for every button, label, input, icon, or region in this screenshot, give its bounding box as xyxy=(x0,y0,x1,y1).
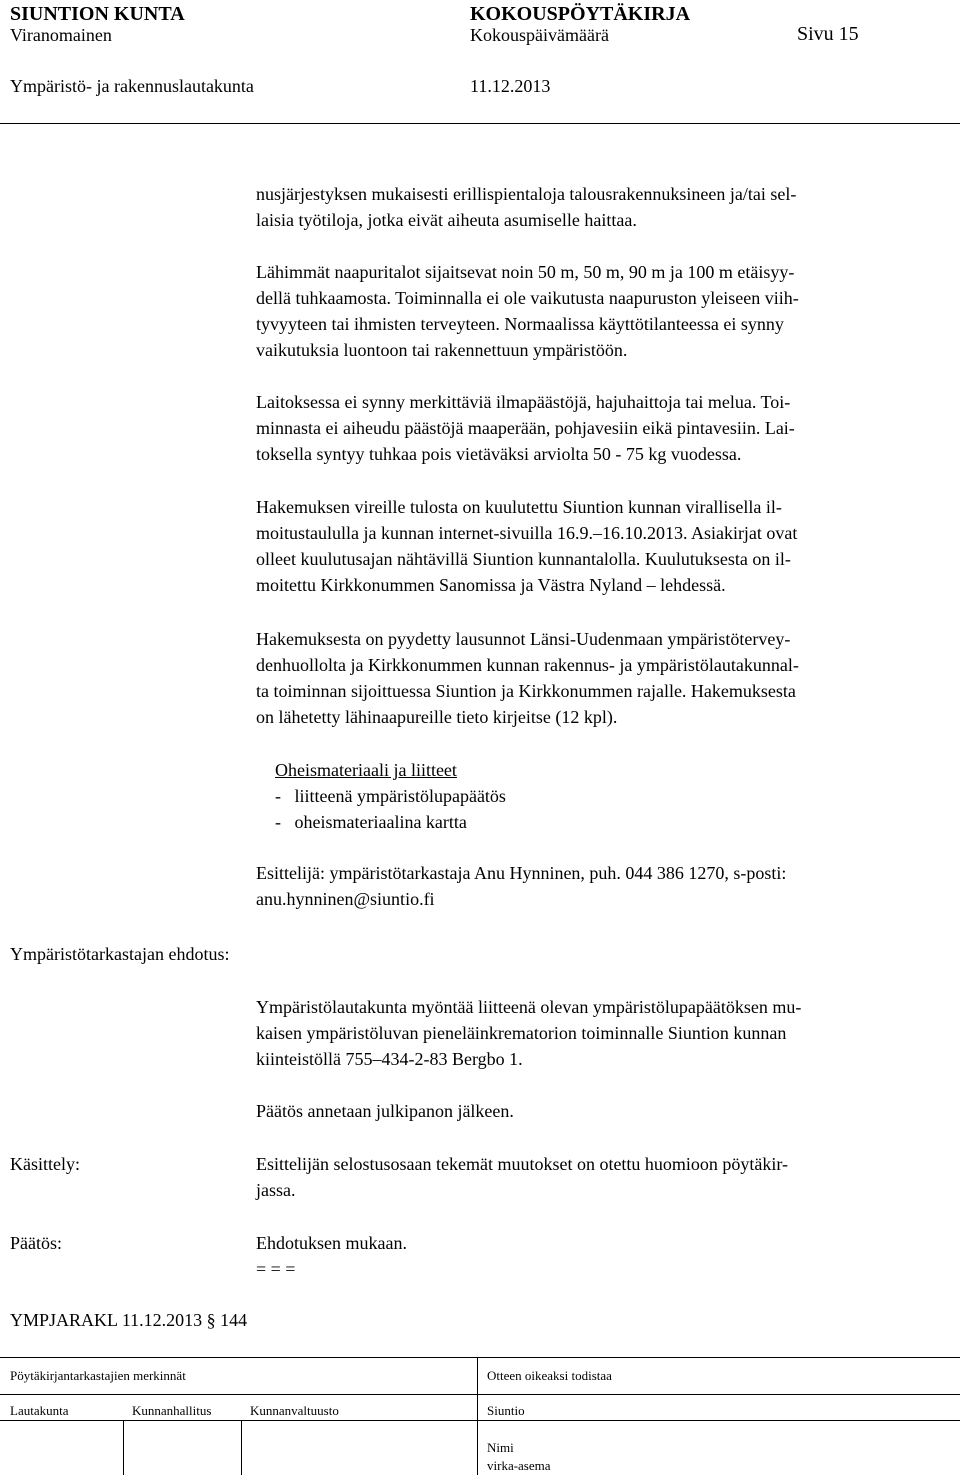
signature-box-divider xyxy=(123,1420,124,1475)
authority-name: Ympäristö- ja rakennuslautakunta xyxy=(10,76,254,96)
attachment-item: - oheismateriaalina kartta xyxy=(275,812,467,832)
paragraph-zoning: nusjärjestyksen mukaisesti erillispientaloja talousrakennuksineen ja/tai sel- laisia työtiloja, jotka eivät aiheuta asumiselle haittaa. xyxy=(256,184,797,230)
checkers-label: Pöytäkirjantarkastajien merkinnät xyxy=(10,1368,186,1383)
page-number: Sivu 15 xyxy=(797,23,859,45)
attachments-heading: Oheismateriaali ja liitteet xyxy=(275,760,457,780)
name-label: Nimi xyxy=(487,1440,514,1455)
decision-label: Päätös: xyxy=(10,1233,62,1253)
title-label: virka-asema xyxy=(487,1458,551,1473)
footer-org-board: Lautakunta xyxy=(10,1403,69,1418)
footer-place: Siuntio xyxy=(487,1403,525,1418)
signature-box-divider xyxy=(241,1420,242,1475)
handling-label: Käsittely: xyxy=(10,1154,80,1174)
footer-signature-line xyxy=(0,1420,960,1421)
footer-top-line xyxy=(0,1357,960,1358)
attachment-item: - liitteenä ympäristölupapäätös xyxy=(275,786,506,806)
paragraph-statements: Hakemuksesta on pyydetty lausunnot Länsi-Uudenmaan ympäristötervey- denhuollolta ja Kirkkonummen kunnan rakennus- ja ympäristölautakunnal- ta toiminnan sijoittuessa Siuntion ja Kirkkonummen rajalle. Hakemuksesta on lähetetty lähinaapureille tieto kirjeitse (12 kpl). xyxy=(256,629,799,727)
organization-name: SIUNTION KUNTA xyxy=(10,3,185,25)
publication-note: Päätös annetaan julkipanon jälkeen. xyxy=(256,1101,514,1121)
meeting-date-label: Kokouspäivämäärä xyxy=(470,25,609,45)
presenter-info: Esittelijä: ympäristötarkastaja Anu Hynninen, puh. 044 386 1270, s-posti: anu.hynninen@siuntio.fi xyxy=(256,863,787,909)
proposal-text: Ympäristölautakunta myöntää liitteenä olevan ympäristölupapäätöksen mu- kaisen ympäristöluvan pieneläinkrematorion toiminnalle Siuntion kunnan kiinteistöllä 755–434-2-83 Bergbo 1. xyxy=(256,997,802,1069)
header-divider xyxy=(0,123,960,124)
handling-text: Esittelijän selostusosaan tekemät muutokset on otettu huomioon pöytäkir- jassa. xyxy=(256,1154,789,1200)
attachments-section xyxy=(275,757,506,835)
footer-mid-line xyxy=(0,1394,960,1395)
end-marker: = = = xyxy=(256,1259,296,1279)
footer-org-executive: Kunnanhallitus xyxy=(132,1403,212,1418)
paragraph-announcement: Hakemuksen vireille tulosta on kuulutettu Siuntion kunnan virallisella il- moitustaululla ja kunnan internet-sivuilla 16.9.–16.10.2013. Asiakirjat ovat olleet kuulutusajan nähtävillä Siuntion kunnantalolla. Kuulutuksesta on il- moitettu Kirkkonummen Sanomissa ja Västra Nyland – lehdessä. xyxy=(256,497,798,595)
section-reference: YMPJARAKL 11.12.2013 § 144 xyxy=(10,1310,248,1330)
authority-label: Viranomainen xyxy=(10,25,112,45)
paragraph-emissions: Laitoksessa ei synny merkittäviä ilmapäästöjä, hajuhaittoja tai melua. Toi- minnasta ei aiheudu päästöjä maaperään, pohjavesiin eikä pintavesiin. Lai- toksella syntyy tuhkaa pois vietäväksi arviolta 50 - 75 kg vuodessa. xyxy=(256,392,795,464)
document-type: KOKOUSPÖYTÄKIRJA xyxy=(470,3,691,25)
footer-org-council: Kunnanvaltuusto xyxy=(250,1403,339,1418)
meeting-date: 11.12.2013 xyxy=(470,76,551,96)
footer-column-divider xyxy=(477,1358,478,1475)
proposal-label: Ympäristötarkastajan ehdotus: xyxy=(10,944,230,964)
decision-text: Ehdotuksen mukaan. xyxy=(256,1233,407,1253)
paragraph-neighbours: Lähimmät naapuritalot sijaitsevat noin 50 m, 50 m, 90 m ja 100 m etäisyy- dellä tuhkaamosta. Toiminnalla ei ole vaikutusta naapuruston yleiseen viih- tyvyyteen tai ihmisten terveyteen. Normaalissa käyttötilanteessa ei synny vaikutuksia luontoon tai rakennettuun ympäristöön. xyxy=(256,262,799,360)
certified-label: Otteen oikeaksi todistaa xyxy=(487,1368,612,1383)
